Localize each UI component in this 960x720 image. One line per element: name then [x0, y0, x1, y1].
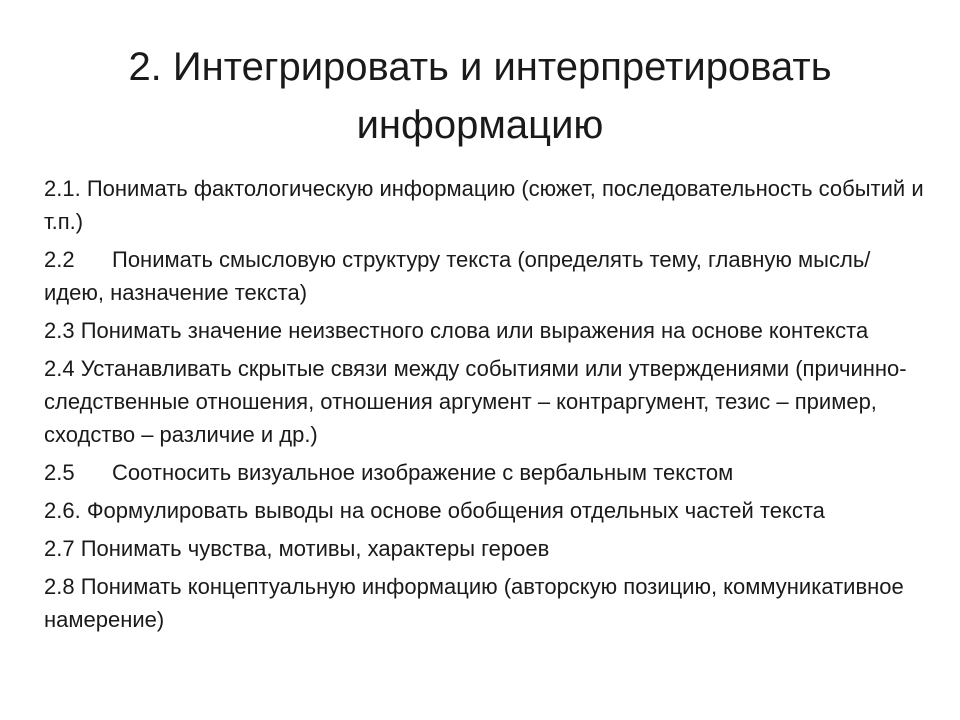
item-number: 2.4 [44, 356, 75, 381]
item-text: Понимать значение неизвестного слова или выражения на основе контекста [80, 318, 869, 343]
item-text: Устанавливать скрытые связи между событиями или утверждениями (причинно-следственные отношения, отношения аргумент – контраргумент, тезис – пример, сходство – различие и др.) [44, 356, 907, 447]
item-text: Понимать фактологическую информацию (сюжет, последовательность событий и т.п.) [44, 176, 924, 234]
item-number: 2.2 [44, 247, 75, 272]
item-list [44, 172, 924, 641]
list-item-2-2 [44, 243, 924, 309]
item-number: 2.8 [44, 574, 75, 599]
item-number: 2.6. [44, 498, 81, 523]
slide-title: 2. Интегрировать и интерпретировать информацию [128, 45, 832, 147]
list-item-2-3 [44, 314, 924, 347]
item-text: Понимать чувства, мотивы, характеры героев [80, 536, 550, 561]
item-number: 2.5 [44, 460, 75, 485]
item-text: Понимать концептуальную информацию (авторскую позицию, коммуникативное намерение) [44, 574, 904, 632]
item-number: 2.7 [44, 536, 75, 561]
list-item-2-1 [44, 172, 924, 238]
item-number: 2.3 [44, 318, 75, 343]
item-text: Понимать смысловую структуру текста (определять тему, главную мысль/идею, назначение текста) [44, 247, 871, 305]
list-item-2-5 [44, 456, 924, 489]
list-item-2-4 [44, 352, 924, 451]
item-text: Соотносить визуальное изображение с вербальным текстом [112, 460, 734, 485]
list-item-2-7 [44, 532, 924, 565]
list-item-2-6 [44, 494, 924, 527]
item-text: Формулировать выводы на основе обобщения отдельных частей текста [86, 498, 825, 523]
list-item-2-8 [44, 570, 924, 636]
item-number: 2.1. [44, 176, 81, 201]
